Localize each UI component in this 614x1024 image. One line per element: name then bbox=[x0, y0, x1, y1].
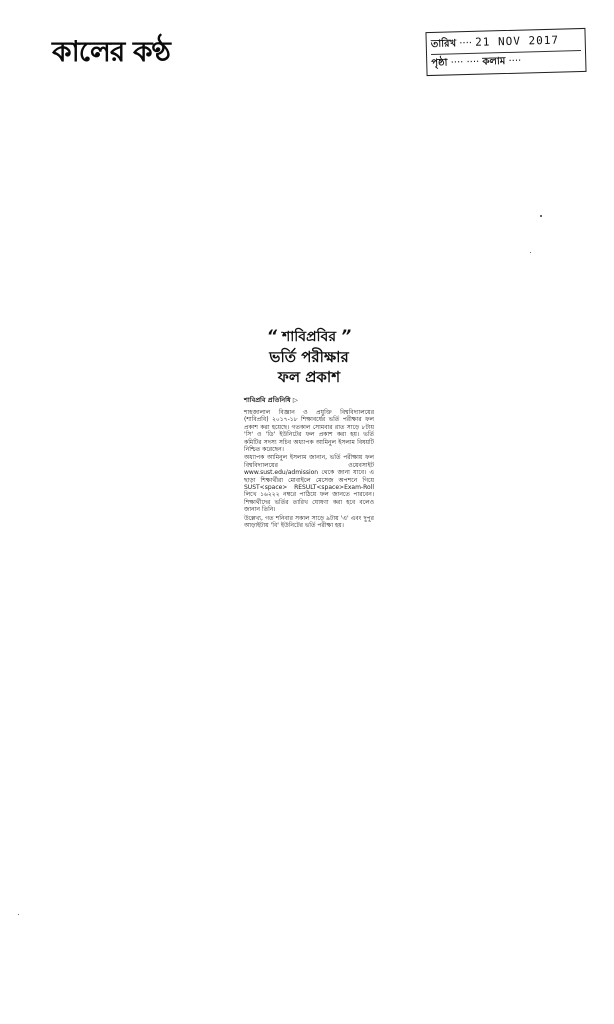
quote-close-mark: ” bbox=[340, 326, 352, 345]
quote-open-mark: “ bbox=[266, 326, 278, 345]
scan-speck bbox=[530, 252, 531, 253]
scan-speck bbox=[18, 914, 19, 915]
article-body bbox=[244, 409, 374, 530]
stamp-date-row: তারিখ ···· 21 NOV 2017 bbox=[430, 33, 560, 50]
article-paragraph: অধ্যাপক আমিনুল ইসলাম জানান, ভর্তি পরীক্ষায় ফল বিশ্ববিদ্যালয়ের ওয়েবসাইট www.sust.edu/admission থেকে জানা যাবে। এ ছাড়া শিক্ষার্থীরা মোবাইলে মেসেজ অপশনে গিয়ে SUST<space> RESULT<space>Exam-Roll লিখে ১৬২২২ নম্বরে পাঠিয়ে ফল জানতে পারবেন। শিক্ষার্থীদের ভর্তির তারিখ ঘোষণা করা হবে বলেও জানান তিনি। bbox=[244, 454, 374, 514]
article-paragraph: উল্লেখ্য, গত শনিবার সকাল সাড়ে ৯টায় 'এ' এবং দুপুর আড়াইটায় 'বি' ইউনিটের ভর্তি পরীক্ষা হয়। bbox=[244, 514, 374, 530]
article-paragraph: শাহজালাল বিজ্ঞান ও প্রযুক্তি বিশ্ববিদ্যালয়ের (শাবিপ্রবি) ২০১৭-১৮ শিক্ষাবর্ষের ভর্তি পরীক্ষার ফল প্রকাশ করা হয়েছে। গতকাল সোমবার রাত সাড়ে ৮টায় 'সি' ও 'ডি' ইউনিটের ফল প্রকাশ করা হয়। ভর্তি কমিটির সদস্য সচিব অধ্যাপক আমিনুল ইসলাম বিষয়টি নিশ্চিত করেছেন। bbox=[244, 409, 374, 454]
headline-line-2: ভর্তি পরীক্ষার bbox=[269, 348, 349, 366]
newspaper-masthead: কালের কণ্ঠ bbox=[52, 35, 170, 68]
clipping-stamp bbox=[425, 28, 586, 76]
news-clipping bbox=[244, 326, 374, 531]
stamp-page-row: পৃষ্ঠা ···· ···· কলাম ···· bbox=[431, 50, 581, 73]
scan-speck bbox=[540, 215, 542, 217]
article-headline bbox=[244, 326, 374, 387]
stamp-date-value: 21 NOV 2017 bbox=[475, 33, 560, 49]
stamp-date-label: তারিখ bbox=[430, 38, 457, 50]
stamp-page-label: পৃষ্ঠা bbox=[431, 57, 448, 69]
headline-line-3: ফল প্রকাশ bbox=[277, 368, 341, 386]
stamp-column-label: কলাম bbox=[482, 56, 506, 68]
article-byline: শাবিপ্রবি প্রতিনিধি ▷ bbox=[244, 396, 298, 404]
headline-line-1: শাবিপ্রবির bbox=[281, 329, 337, 345]
